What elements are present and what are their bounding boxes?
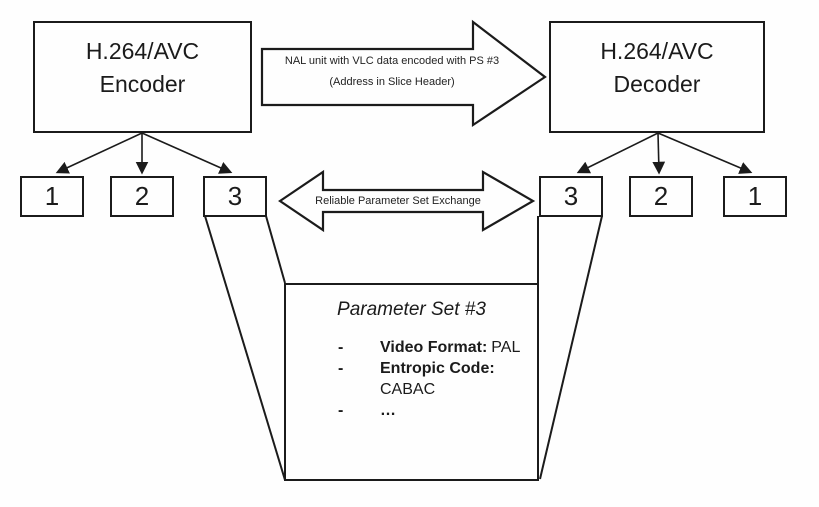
list-item-value: PAL [491, 339, 521, 356]
decoder-to-ps3-arrow [579, 133, 658, 172]
funnel-left-outer-line [205, 216, 285, 480]
list-item-bullet: - [338, 402, 344, 419]
encoder-title-line1: H.264/AVC [85, 38, 200, 64]
decoder-title-line1: H.264/AVC [600, 38, 714, 64]
decoder-title-line2: Decoder [613, 71, 701, 97]
nal-arrow-caption-line1: NAL unit with VLC data encoded with PS #3 [284, 55, 500, 67]
list-item-bullet: - [338, 360, 344, 377]
encoder-to-ps1-arrow [58, 133, 142, 172]
encoder-box [33, 21, 252, 133]
parameter-set-title: Parameter Set #3 [337, 299, 486, 320]
encoder-ps-box-1: 1 [20, 176, 84, 217]
list-item [338, 337, 537, 358]
funnel-right-outer-line [540, 216, 602, 479]
exchange-arrow-caption: Reliable Parameter Set Exchange [315, 195, 481, 207]
decoder-box [549, 21, 765, 133]
parameter-set-detail-box [284, 283, 539, 481]
encoder-title-line2: Encoder [99, 71, 186, 97]
encoder-ps-box-2: 2 [110, 176, 174, 217]
encoder-ps-box-3: 3 [203, 176, 267, 217]
list-item [338, 358, 537, 400]
list-item-label: … [380, 402, 396, 419]
decoder-to-ps2-arrow [658, 133, 659, 172]
nal-arrow-caption-line2: (Address in Slice Header) [329, 76, 455, 88]
list-item-label: Video Format: [380, 339, 488, 356]
decoder-ps-box-2: 2 [629, 176, 693, 217]
parameter-set-list [286, 337, 537, 421]
list-item-value: CABAC [380, 381, 436, 398]
encoder-to-ps3-arrow [142, 133, 230, 172]
list-item [338, 400, 537, 421]
decoder-to-ps1-arrow [658, 133, 750, 172]
decoder-ps-box-1: 1 [723, 176, 787, 217]
list-item-bullet: - [338, 339, 344, 356]
funnel-left-inner-line [266, 216, 285, 283]
list-item-label: Entropic Code: [380, 360, 495, 377]
decoder-ps-box-3: 3 [539, 176, 603, 217]
nal-arrow-caption [272, 51, 512, 93]
